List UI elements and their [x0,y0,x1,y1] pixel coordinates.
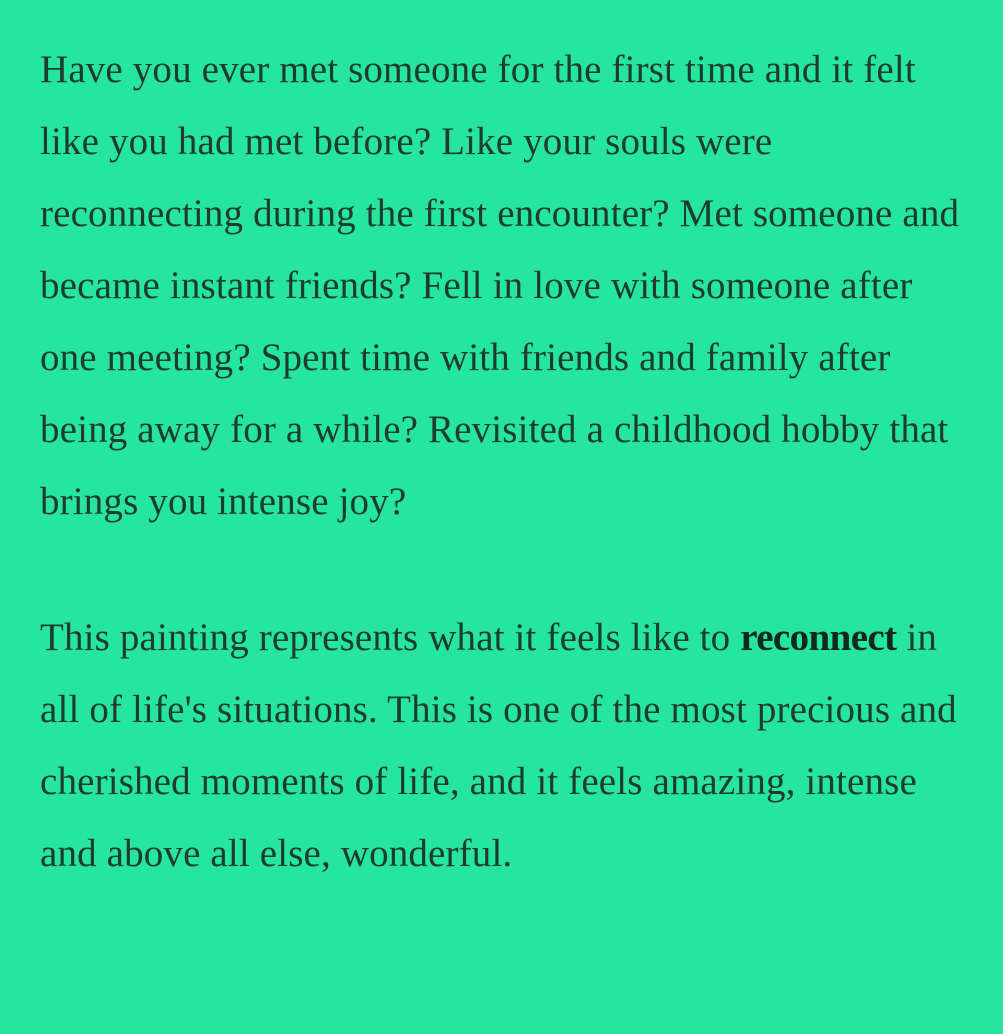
description-tail-text: in all of life's situations. This is one of the most precious and cherished moments of life, and it feels amazing, intense and above all else, wonderful. [40,616,957,875]
description-lead-text: This painting represents what it feels like to [40,616,741,659]
intro-paragraph: Have you ever met someone for the first time and it felt like you had met before? Like your souls were reconnecting during the first encounter? Met someone and became instant friends? Fell in love with someone after one meeting? Spent time with friends and family after being away for a while? Revisited a childhood hobby that brings you intense joy? [40,48,960,523]
painting-description-paragraph [40,602,970,890]
article-body [40,34,970,890]
reconnect-emphasis: reconnect [740,616,897,659]
